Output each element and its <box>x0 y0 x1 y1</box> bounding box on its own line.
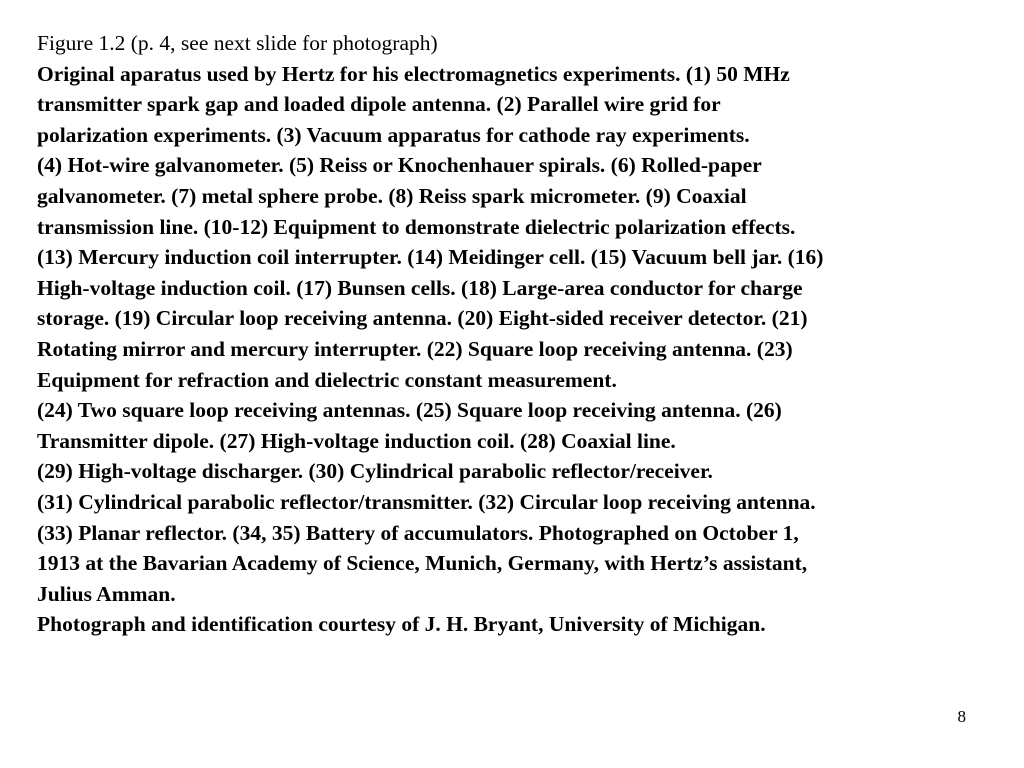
caption-line: (4) Hot-wire galvanometer. (5) Reiss or Knochenhauer spirals. (6) Rolled-paper <box>37 153 762 178</box>
caption-line: 1913 at the Bavarian Academy of Science, Munich, Germany, with Hertz’s assistant, <box>37 551 808 576</box>
caption-line: Original aparatus used by Hertz for his electromagnetics experiments. (1) 50 MHz <box>37 61 790 86</box>
caption-line: transmitter spark gap and loaded dipole antenna. (2) Parallel wire grid for <box>37 92 721 117</box>
caption-line: (31) Cylindrical parabolic reflector/transmitter. (32) Circular loop receiving antenna. <box>37 489 816 514</box>
caption-line: Photograph and identification courtesy of J. H. Bryant, University of Michigan. <box>37 612 766 637</box>
caption-line: galvanometer. (7) metal sphere probe. (8) Reiss spark micrometer. (9) Coaxial <box>37 183 747 208</box>
caption-line: (33) Planar reflector. (34, 35) Battery of accumulators. Photographed on October 1, <box>37 520 799 545</box>
caption-line: polarization experiments. (3) Vacuum apparatus for cathode ray experiments. <box>37 122 750 147</box>
caption-line: (13) Mercury induction coil interrupter. (14) Meidinger cell. (15) Vacuum bell jar. (16) <box>37 245 824 270</box>
caption-line: High-voltage induction coil. (17) Bunsen cells. (18) Large-area conductor for charge <box>37 275 803 300</box>
caption-line: Transmitter dipole. (27) High-voltage induction coil. (28) Coaxial line. <box>37 428 676 453</box>
caption-line: Julius Amman. <box>37 581 176 606</box>
caption-line: Rotating mirror and mercury interrupter. (22) Square loop receiving antenna. (23) <box>37 336 793 361</box>
figure-heading: Figure 1.2 (p. 4, see next slide for photograph) <box>37 31 438 55</box>
caption-line: storage. (19) Circular loop receiving antenna. (20) Eight-sided receiver detector. (21) <box>37 306 808 331</box>
caption-line: (24) Two square loop receiving antennas. (25) Square loop receiving antenna. (26) <box>37 398 782 423</box>
caption-line: transmission line. (10-12) Equipment to demonstrate dielectric polarization effects. <box>37 214 796 239</box>
page-number: 8 <box>957 707 966 726</box>
caption-line: (29) High-voltage discharger. (30) Cylindrical parabolic reflector/receiver. <box>37 459 713 484</box>
caption-line: Equipment for refraction and dielectric constant measurement. <box>37 367 617 392</box>
figure-caption <box>37 59 997 640</box>
slide-text-block <box>37 28 997 640</box>
